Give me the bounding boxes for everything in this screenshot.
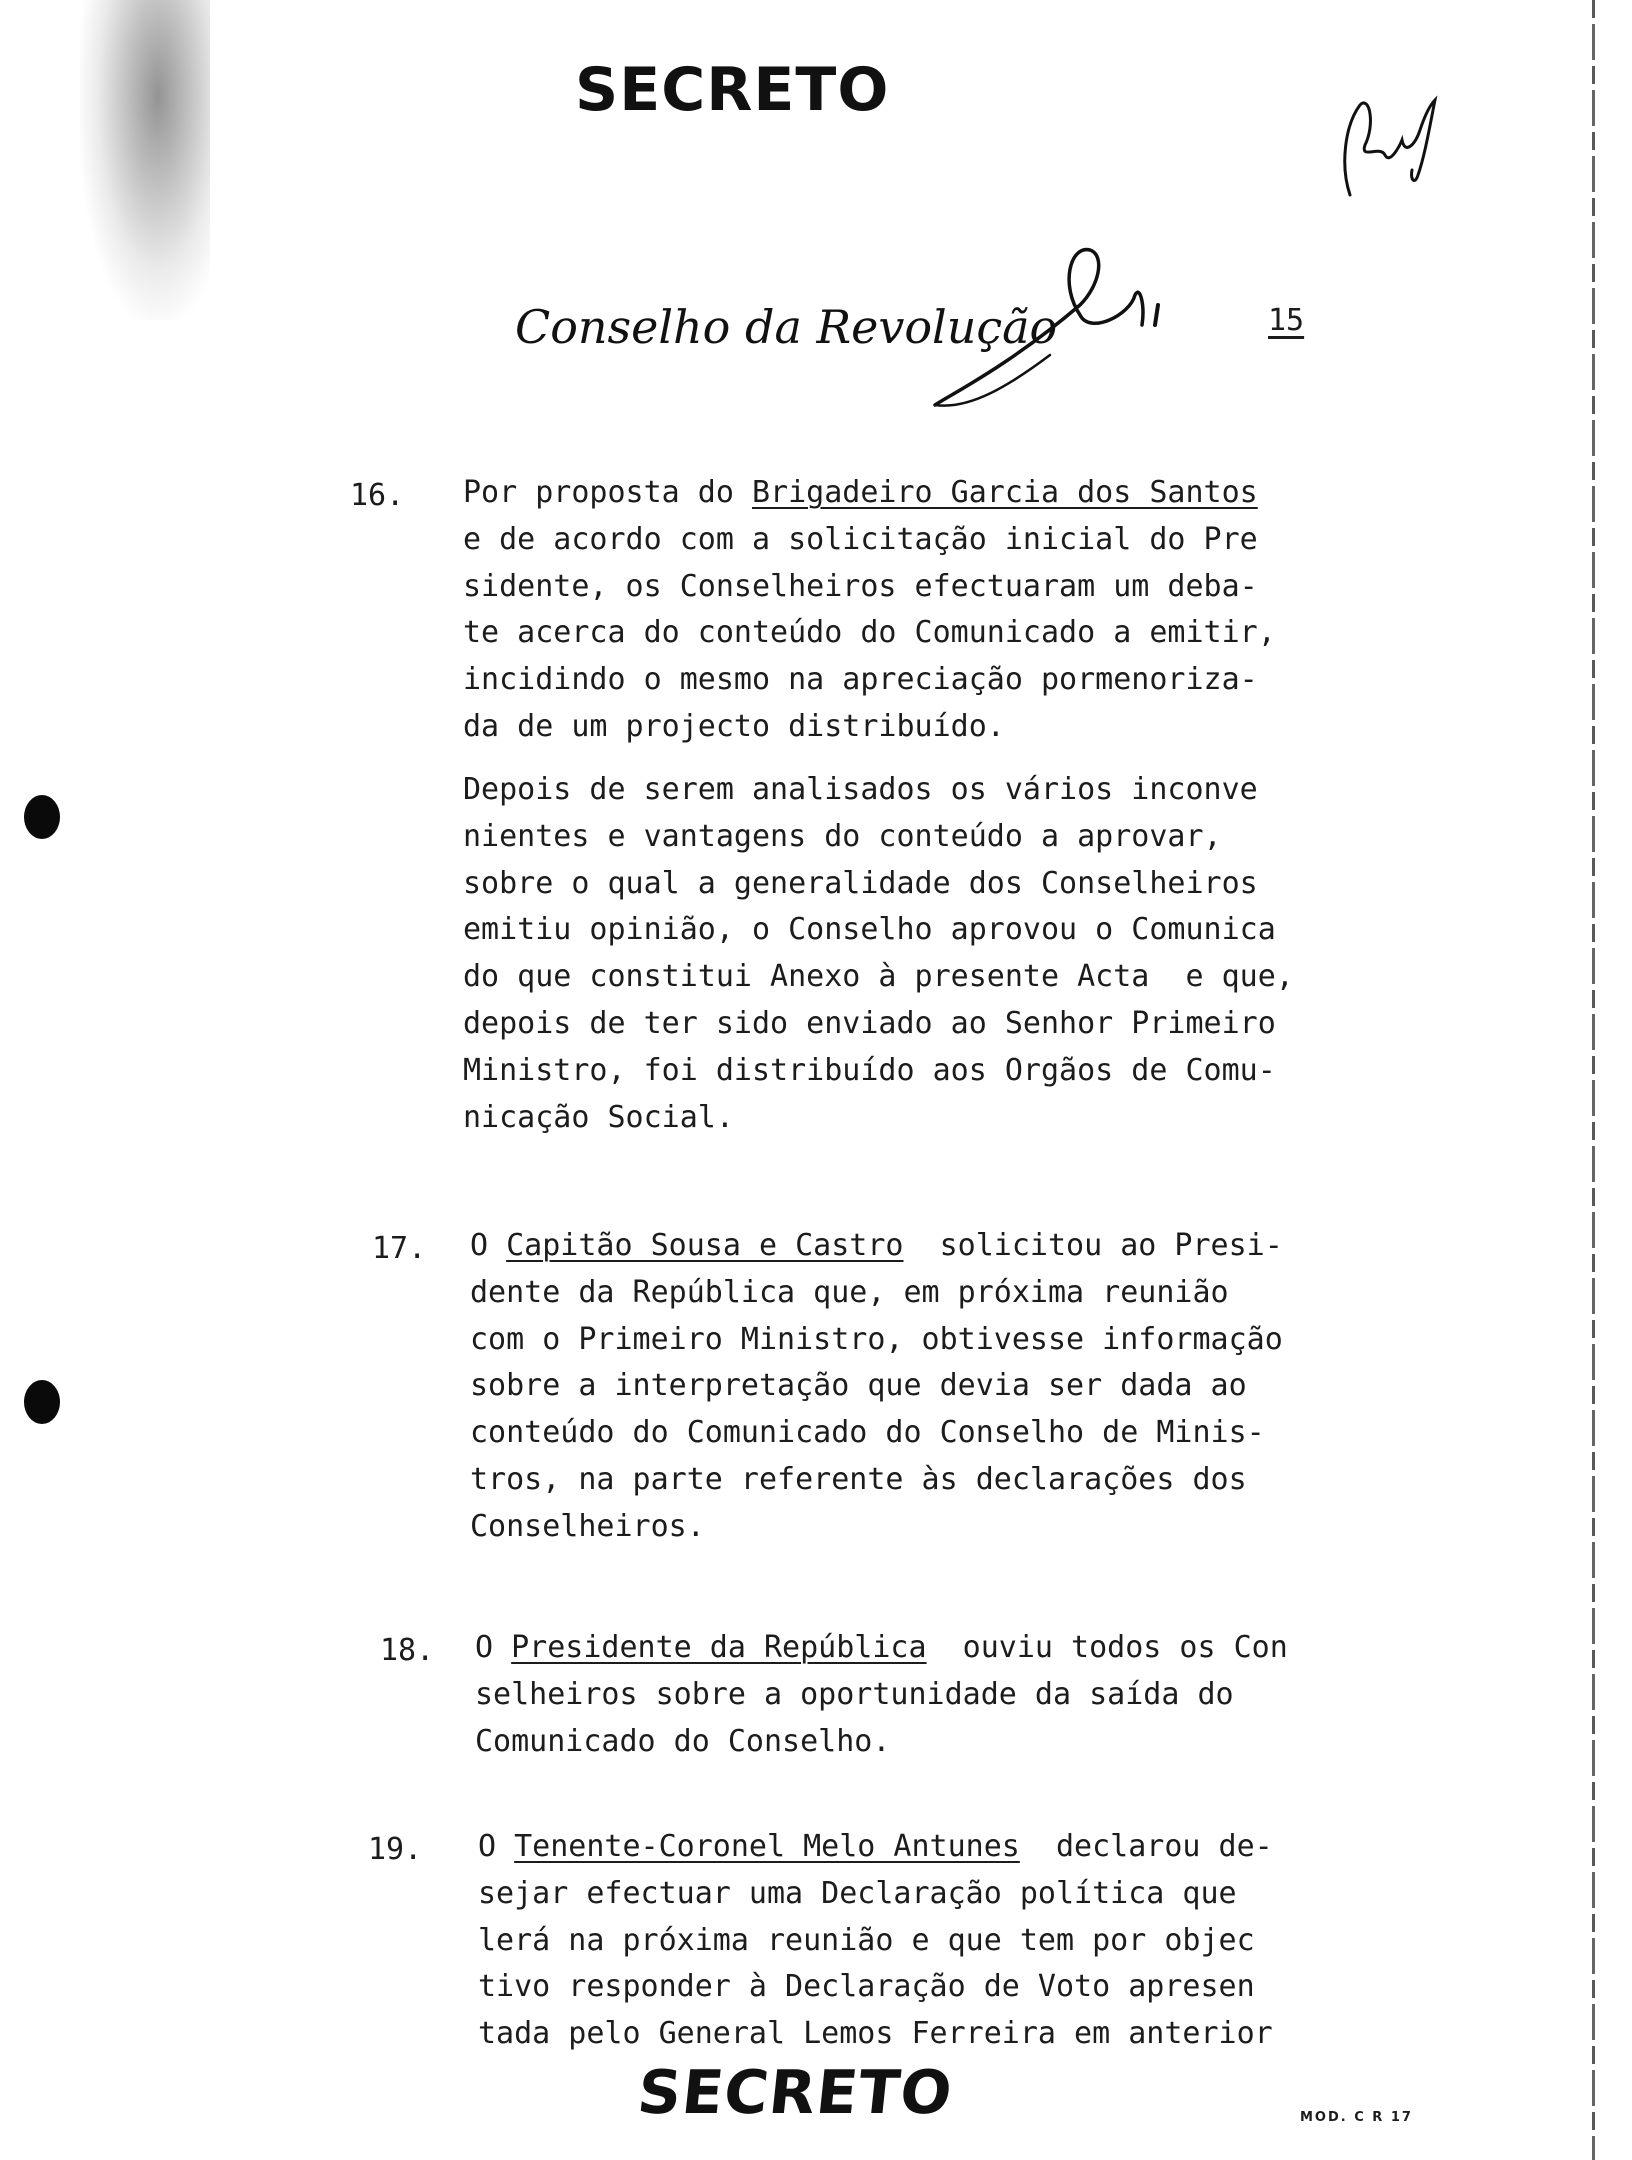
text-run: O (470, 1228, 507, 1263)
underlined-name: Tenente-Coronel Melo Antunes (514, 1829, 1020, 1864)
text-line (463, 517, 1276, 564)
text-run: O (478, 1829, 515, 1864)
text-line (463, 907, 1294, 954)
text-run: te acerca do conteúdo do Comunicado a emitir, (463, 615, 1276, 651)
text-line (470, 1457, 1283, 1504)
text-line (463, 767, 1294, 814)
text-line (470, 1223, 1283, 1270)
item-paragraph (463, 767, 1294, 1141)
underlined-name: Presidente da República (511, 1630, 927, 1665)
text-run: tada pelo General Lemos Ferreira em anterior (478, 2016, 1273, 2052)
item-paragraph (475, 1625, 1288, 1765)
text-run: emitiu opinião, o Conselho aprovou o Comunica (463, 912, 1276, 948)
text-run: Conselheiros. (470, 1508, 705, 1544)
text-line (478, 1918, 1273, 1965)
item-number: 19. (368, 1832, 423, 1867)
text-run: solicitou ao Presi- (903, 1228, 1283, 1263)
text-line (475, 1625, 1288, 1672)
form-code: MOD. C R 17 (1300, 2110, 1413, 2125)
text-line (463, 814, 1294, 861)
text-line (463, 861, 1294, 908)
text-run: tivo responder à Declaração de Voto apresen (478, 1969, 1255, 2005)
text-run: conteúdo do Comunicado do Conselho de Minis- (470, 1415, 1265, 1451)
text-run: da de um projecto distribuído. (463, 708, 1005, 744)
text-line (478, 1871, 1273, 1918)
text-line (463, 610, 1276, 657)
scan-smudge (80, 0, 210, 320)
text-line (475, 1719, 1288, 1766)
text-line (463, 1095, 1294, 1142)
text-run: lerá na próxima reunião e que tem por objec (478, 1922, 1255, 1958)
page-edge-shadow (1592, 0, 1595, 2160)
text-run: depois de ter sido enviado ao Senhor Primeiro (463, 1005, 1276, 1041)
item-paragraph (478, 1824, 1273, 2058)
text-run: declarou de- (1019, 1829, 1273, 1864)
text-run: dente da República que, em próxima reunião (470, 1274, 1229, 1310)
text-run: e de acordo com a solicitação inicial do Pre (463, 521, 1258, 557)
text-run: Por proposta do (463, 475, 752, 510)
text-line (463, 564, 1276, 611)
punch-hole (24, 1380, 60, 1424)
text-run: nientes e vantagens do conteúdo a aprovar, (463, 818, 1222, 854)
text-run: do que constitui Anexo à presente Acta e que, (463, 959, 1294, 995)
text-line (463, 704, 1276, 751)
secret-stamp-top: SECRETO (575, 55, 890, 125)
text-line (475, 1672, 1288, 1719)
underlined-name: Brigadeiro Garcia dos Santos (751, 475, 1258, 510)
text-line (470, 1363, 1283, 1410)
text-line (463, 657, 1276, 704)
text-line (470, 1270, 1283, 1317)
page-number: 15 (1268, 303, 1305, 338)
text-line (470, 1410, 1283, 1457)
underlined-name: Capitão Sousa e Castro (506, 1228, 904, 1263)
text-run: nicação Social. (463, 1099, 734, 1135)
text-run: Comunicado do Conselho. (475, 1723, 891, 1759)
item-paragraph (463, 470, 1276, 751)
item-number: 16. (350, 478, 405, 513)
secret-stamp-bottom: SECRETO (634, 2058, 957, 2128)
text-line (478, 2011, 1273, 2058)
text-line (463, 1001, 1294, 1048)
text-line (478, 1824, 1273, 1871)
punch-hole (24, 795, 60, 839)
handwritten-signature (930, 245, 1190, 415)
text-run: tros, na parte referente às declarações dos (470, 1461, 1247, 1497)
letterhead-title: Conselho da Revolução (515, 300, 1058, 354)
text-line (478, 1964, 1273, 2011)
text-run: Ministro, foi distribuído aos Orgãos de Comu- (463, 1052, 1276, 1088)
text-line (470, 1317, 1283, 1364)
text-line (463, 470, 1276, 517)
text-run: com o Primeiro Ministro, obtivesse informação (470, 1321, 1283, 1357)
text-run: sobre a interpretação que devia ser dada ao (470, 1368, 1247, 1404)
item-paragraph (470, 1223, 1283, 1551)
text-run: incidindo o mesmo na apreciação pormenoriza- (463, 662, 1258, 698)
text-line (470, 1504, 1283, 1551)
item-number: 18. (380, 1633, 435, 1668)
text-run: Depois de serem analisados os vários inconve (463, 772, 1258, 807)
handwritten-initials (1330, 85, 1450, 205)
item-number: 17. (372, 1231, 427, 1266)
text-run: sejar efectuar uma Declaração política que (478, 1875, 1237, 1911)
text-line (463, 1048, 1294, 1095)
text-run: sobre o qual a generalidade dos Conselheiros (463, 865, 1258, 901)
text-run: ouviu todos os Con (926, 1630, 1288, 1665)
text-run: O (475, 1630, 512, 1665)
text-run: sidente, os Conselheiros efectuaram um deba- (463, 568, 1258, 604)
text-run: selheiros sobre a oportunidade da saída do (475, 1676, 1234, 1712)
text-line (463, 954, 1294, 1001)
